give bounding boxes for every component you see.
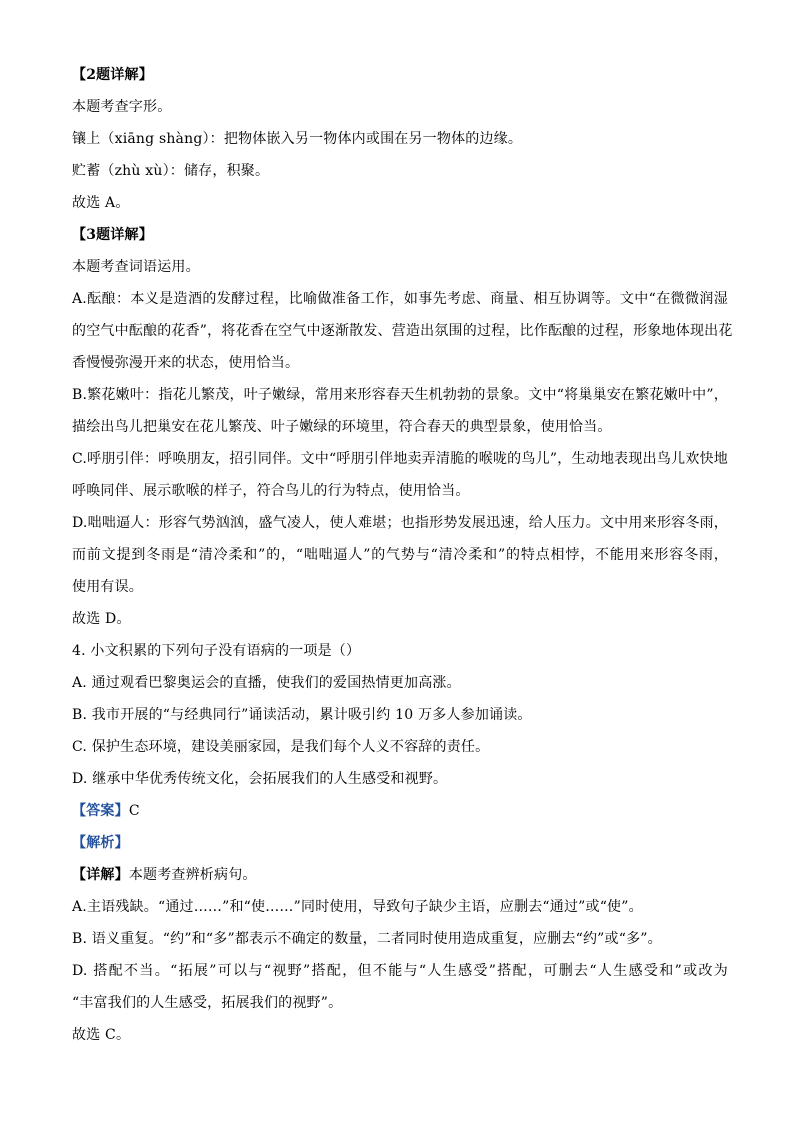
option-b: B. 我市开展的“与经典同行”诵读活动，累计吸引约 10 万多人参加诵读。 — [72, 707, 532, 723]
answer-row — [72, 802, 140, 820]
detail-row — [72, 866, 257, 884]
paragraph: B. 语义重复。“约”和“多”都表示不确定的数量，二者同时使用造成重复，应删去“约”或“多”。 — [72, 931, 662, 947]
option-a: A. 通过观看巴黎奥运会的直播，使我们的爱国热情更加高涨。 — [72, 675, 461, 691]
question-stem: 4. 小文积累的下列句子没有语病的一项是（） — [72, 643, 361, 659]
paragraph: 本题考查字形。 — [72, 99, 172, 115]
paragraph: 而前文提到冬雨是“清冷柔和”的，“咄咄逼人”的气势与“清冷柔和”的特点相悖，不能用来形容冬雨， — [72, 547, 728, 563]
paragraph: 贮蓄（zhù xù）：储存，积聚。 — [72, 163, 270, 179]
paragraph: 描绘出鸟儿把巢安在花儿繁茂、叶子嫩绿的环境里，符合春天的典型景象，使用恰当。 — [72, 419, 612, 435]
paragraph: 呼唤同伴、展示歌喉的样子，符合鸟儿的行为特点，使用恰当。 — [72, 483, 470, 499]
option-d: D. 继承中华优秀传统文化，会拓展我们的人生感受和视野。 — [72, 771, 448, 787]
analysis-tag: 【解析】 — [72, 835, 129, 851]
paragraph: 香慢慢弥漫开来的状态，使用恰当。 — [72, 355, 300, 371]
paragraph: 使用有误。 — [72, 579, 143, 595]
paragraph: A.主语残缺。“通过……”和“使……”同时使用，导致句子缺少主语，应删去“通过”或“使”。 — [72, 899, 643, 915]
paragraph: 故选 D。 — [72, 611, 131, 627]
paragraph: D.咄咄逼人：形容气势汹汹，盛气凌人，使人难堪；也指形势发展迅速，给人压力。文中用来形容冬雨， — [72, 515, 728, 531]
paragraph: 故选 A。 — [72, 195, 130, 211]
answer-tag: 【答案】 — [72, 803, 129, 819]
paragraph: C.呼朋引伴：呼唤朋友，招引同伴。文中“呼朋引伴地卖弄清脆的喉咙的鸟儿”，生动地表现出鸟儿欢快地 — [72, 451, 728, 467]
paragraph: 故选 C。 — [72, 1027, 131, 1043]
paragraph: D. 搭配不当。“拓展”可以与“视野”搭配，但不能与“人生感受”搭配，可删去“人生感受和”或改为 — [72, 963, 728, 979]
detail-tag: 【详解】 — [72, 867, 129, 883]
paragraph: “丰富我们的人生感受，拓展我们的视野”。 — [72, 995, 343, 1011]
detail-text: 本题考查辨析病句。 — [128, 867, 257, 883]
paragraph: 镶上（xiāng shàng）：把物体嵌入另一物体内或围在另一物体的边缘。 — [72, 131, 523, 147]
paragraph: A.酝酿：本义是造酒的发酵过程，比喻做准备工作，如事先考虑、商量、相互协调等。文中“在微微润湿 — [72, 291, 728, 307]
paragraph: 的空气中酝酿的花香”，将花香在空气中逐渐散发、营造出氛围的过程，比作酝酿的过程，形象地体现出花 — [72, 323, 733, 339]
option-c: C. 保护生态环境，建设美丽家园，是我们每个人义不容辞的责任。 — [72, 739, 490, 755]
section-heading-q3: 【3题详解】 — [72, 227, 153, 243]
paragraph: B.繁花嫩叶：指花儿繁茂，叶子嫩绿，常用来形容春天生机勃勃的景象。文中“将巢巢安在繁花嫩叶中”， — [72, 387, 728, 403]
answer-value: C — [128, 803, 140, 819]
section-heading-q2: 【2题详解】 — [72, 67, 153, 83]
paragraph: 本题考查词语运用。 — [72, 259, 200, 275]
